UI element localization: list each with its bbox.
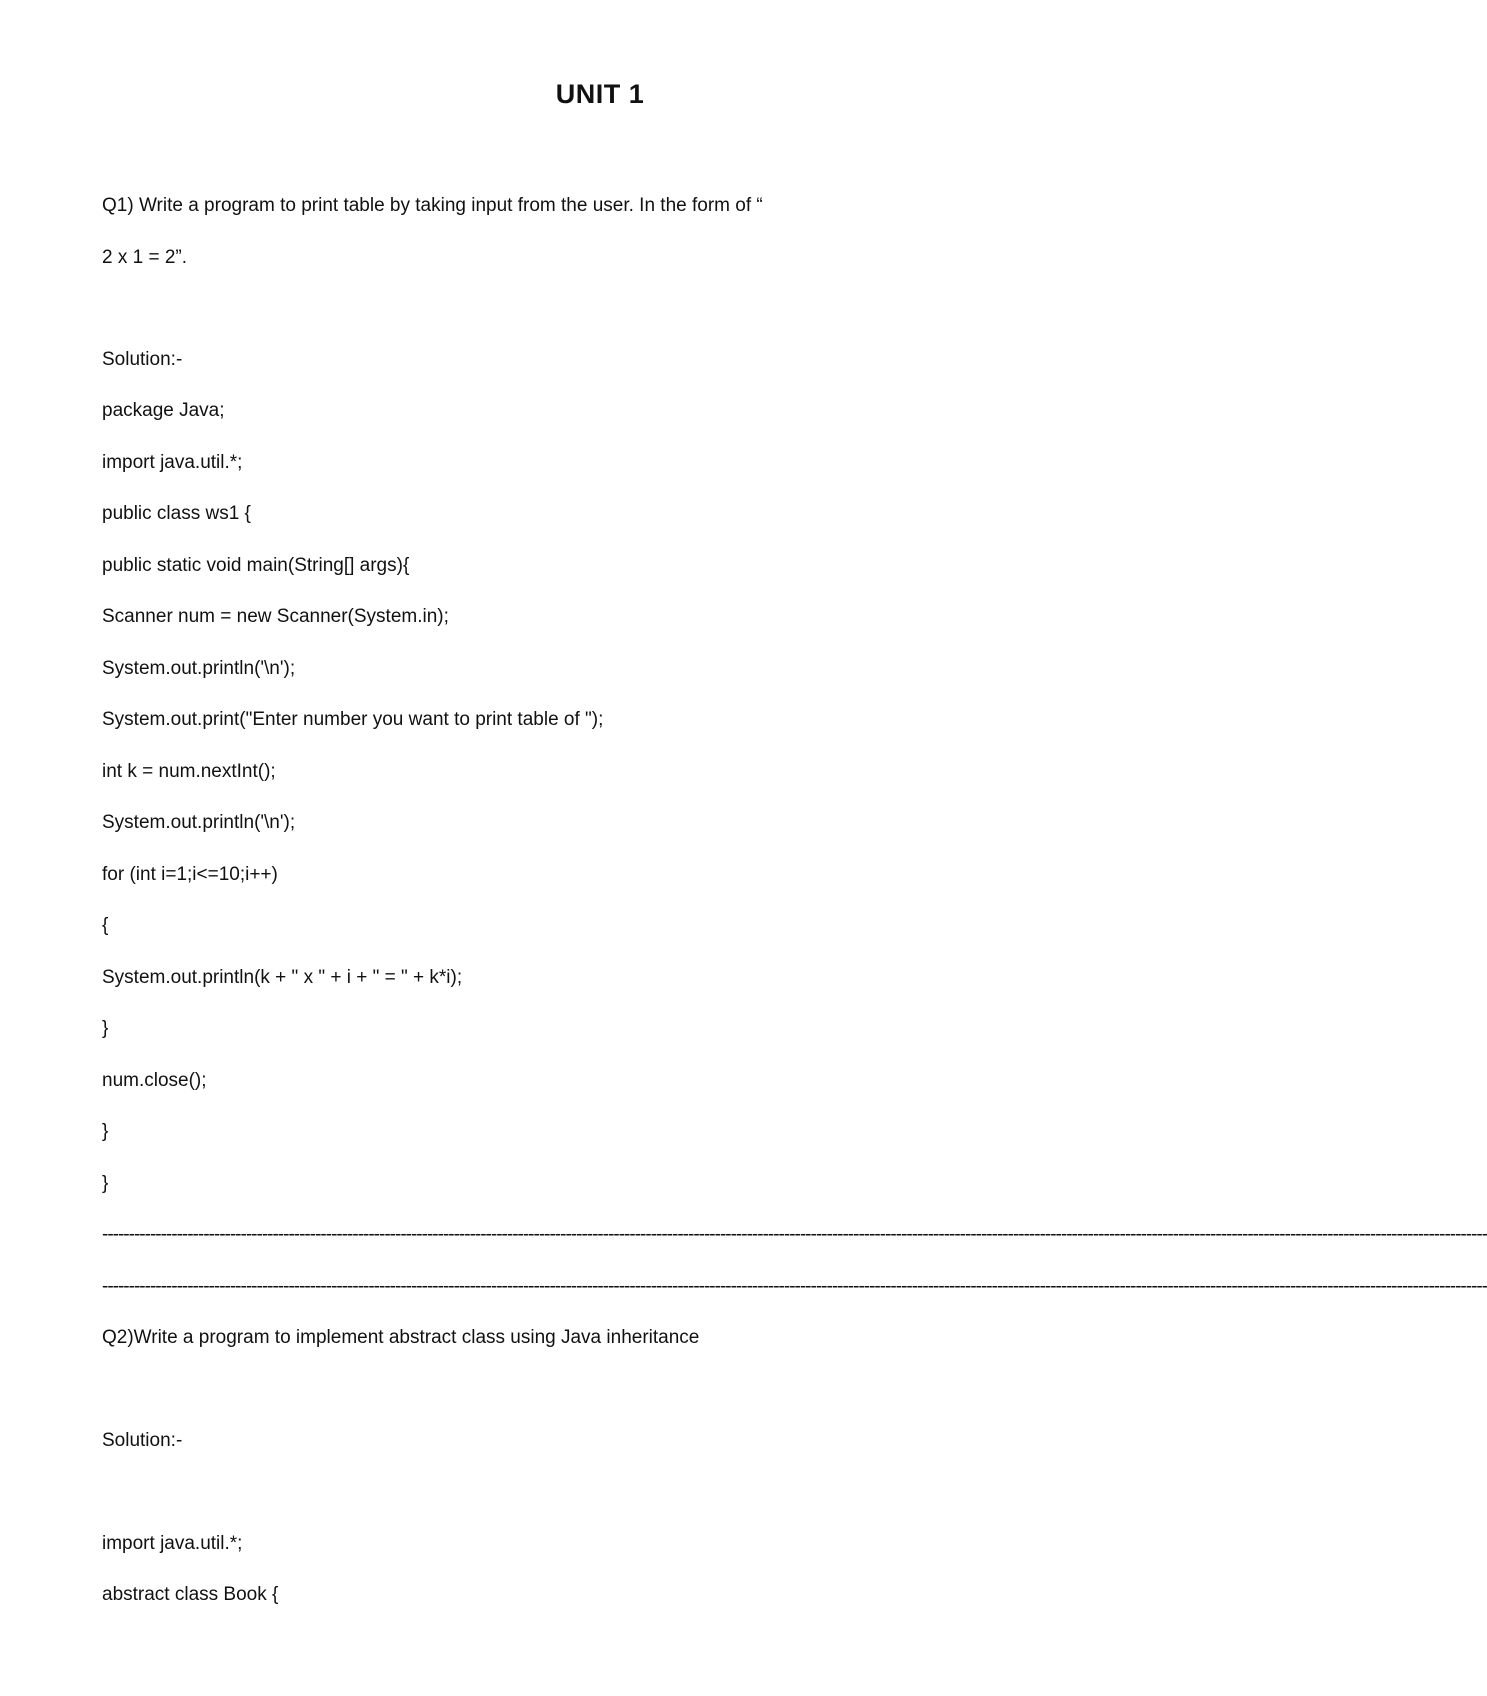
- code-line: }: [102, 1018, 109, 1039]
- code-line: Scanner num = new Scanner(System.in);: [102, 606, 449, 627]
- code-line: import java.util.*;: [102, 1533, 243, 1554]
- code-line: System.out.print("Enter number you want to print table of ");: [102, 709, 604, 730]
- code-line: for (int i=1;i<=10;i++): [102, 864, 278, 885]
- code-line: num.close();: [102, 1070, 207, 1091]
- code-line: {: [102, 915, 109, 936]
- q1-question-line-1: Q1) Write a program to print table by taking input from the user. In the form of “: [102, 195, 763, 216]
- q2-question: Q2)Write a program to implement abstract class using Java inheritance: [102, 1327, 700, 1348]
- code-line: System.out.println('\n');: [102, 658, 296, 679]
- code-line: import java.util.*;: [102, 452, 243, 473]
- code-line: abstract class Book {: [102, 1584, 279, 1605]
- code-line: public class ws1 {: [102, 503, 251, 524]
- separator-line: --------------------------------------------------------------------------------------------------------------------------------------------------------------------------------------------------------------------------------------------------------------------: [102, 1224, 1487, 1245]
- q1-question-line-2: 2 x 1 = 2”.: [102, 247, 188, 268]
- code-line: public static void main(String[] args){: [102, 555, 410, 576]
- code-line: int k = num.nextInt();: [102, 761, 276, 782]
- code-line: System.out.println(k + " x " + i + " = " + k*i);: [102, 967, 463, 988]
- code-line: }: [102, 1121, 109, 1142]
- code-line: }: [102, 1173, 109, 1194]
- code-line: System.out.println('\n');: [102, 812, 296, 833]
- page-title: UNIT 1: [555, 79, 645, 109]
- q2-solution-label: Solution:-: [102, 1430, 183, 1451]
- q1-solution-label: Solution:-: [102, 349, 183, 370]
- separator-line: --------------------------------------------------------------------------------------------------------------------------------------------------------------------------------------------------------------------------------------------------------------------: [102, 1276, 1487, 1297]
- code-line: package Java;: [102, 400, 225, 421]
